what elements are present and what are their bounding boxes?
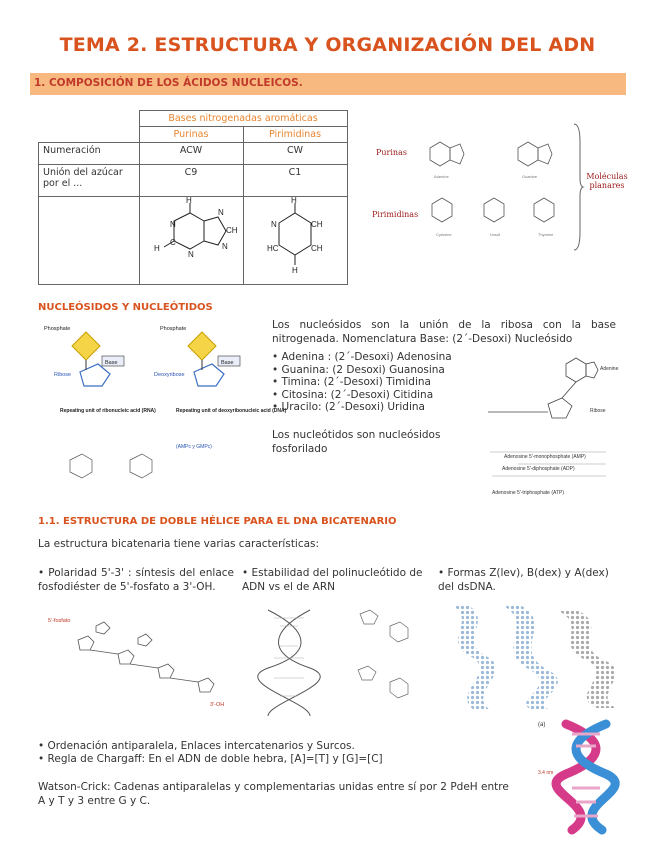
svg-text:H: H xyxy=(186,196,192,205)
page-title: TEMA 2. ESTRUCTURA Y ORGANIZACIÓN DEL ADN xyxy=(59,34,596,56)
svg-text:N: N xyxy=(222,242,228,251)
phosphate-label-dna: Phosphate xyxy=(160,326,187,332)
pirimidinas-label: Pirimidinas xyxy=(372,210,419,219)
nucleosidos-list xyxy=(272,351,472,414)
purine-structure-cell xyxy=(139,197,243,285)
camp-label: (AMPc y GMPc) xyxy=(176,444,212,450)
svg-text:H: H xyxy=(292,266,298,275)
phosphate-label: Phosphate xyxy=(44,326,71,332)
list-item: • Uracilo: (2´-Desoxi) Uridina xyxy=(272,401,472,414)
bases-structures-icon xyxy=(422,122,582,252)
bases-side-figure xyxy=(372,118,632,258)
bases-table xyxy=(38,110,348,285)
table-group-header: Bases nitrogenadas aromáticas xyxy=(139,111,347,127)
dna-forms-icon xyxy=(440,600,630,712)
list-item: • Timina: (2´-Desoxi) Timidina xyxy=(272,376,472,389)
table-cell: CW xyxy=(243,143,347,165)
atp-figure xyxy=(478,352,628,502)
svg-text:Uracil: Uracil xyxy=(490,232,501,237)
section-heading-bar xyxy=(30,73,626,95)
svg-text:CH: CH xyxy=(311,220,323,229)
planares-label: Moléculas planares xyxy=(586,172,628,190)
table-row-label: Unión del azúcar por el ... xyxy=(39,165,140,197)
deoxyribose-label: Deoxyribose xyxy=(154,372,185,378)
svg-text:Guanine: Guanine xyxy=(522,174,538,179)
polynucleotide-chain-icon xyxy=(38,610,238,710)
svg-text:HC: HC xyxy=(267,244,279,253)
purinas-label: Purinas xyxy=(376,148,407,157)
polarity-text: • Polaridad 5'-3' : síntesis del enlace fosfodiéster de 5'-fosfato a 3'-OH. xyxy=(38,567,234,593)
double-helix-icon xyxy=(536,718,618,836)
watson-crick-text: Watson-Crick: Cadenas antiparalelas y complementarias unidas entre sí por 2 PdeH entre A y T y 3 entre G y C. xyxy=(38,781,509,807)
bottom-bullets xyxy=(38,740,498,765)
section11-heading: 1.1. ESTRUCTURA DE DOBLE HÉLICE PARA EL DNA BICATENARIO xyxy=(38,516,397,527)
svg-text:N: N xyxy=(271,220,277,229)
pyrimidine-structure-icon xyxy=(255,196,335,279)
nucleotide-units-icon xyxy=(30,320,287,500)
svg-text:Cytosine: Cytosine xyxy=(436,232,452,237)
list-item: • Ordenación antiparalela, Enlaces intercatenarios y Surcos. xyxy=(38,740,498,753)
svg-text:N: N xyxy=(170,220,176,229)
table-cell: ACW xyxy=(139,143,243,165)
brace-icon xyxy=(572,122,584,252)
list-item: • Adenina : (2´-Desoxi) Adenosina xyxy=(272,351,472,364)
atp-structure-icon xyxy=(478,352,628,502)
dna-helix-diagram-icon xyxy=(250,606,430,718)
adenine-label: Adenine xyxy=(600,366,619,372)
forms-text: • Formas Z(lev), B(dex) y A(dex) del dsDNA. xyxy=(438,567,609,593)
nucleotidos-outro: Los nucleótidos son nucleósidos fosforilado xyxy=(272,429,441,455)
section11-intro: La estructura bicatenaria tiene varias características: xyxy=(38,538,320,550)
stability-text-body: Estabilidad del polinucleótido de ADN vs el de ARN xyxy=(242,567,423,593)
svg-text:Thymine: Thymine xyxy=(538,232,554,237)
table-row-label: Numeración xyxy=(39,143,140,165)
dna-forms-figure xyxy=(440,600,630,712)
colored-helix-figure xyxy=(536,718,618,836)
list-item: • Guanina: (2 Desoxi) Guanosina xyxy=(272,364,472,377)
nucleotide-figure xyxy=(30,320,287,500)
base-label-dna: Base xyxy=(221,360,234,366)
stability-figure xyxy=(250,606,430,718)
svg-text:CH: CH xyxy=(226,226,238,235)
section-heading: 1. COMPOSICIÓN DE LOS ÁCIDOS NUCLEICOS. xyxy=(34,77,303,89)
atp-label: Adenosine 5'-triphosphate (ATP) xyxy=(492,490,565,496)
svg-text:N: N xyxy=(218,208,224,217)
polarity-figure xyxy=(38,610,238,710)
svg-text:H: H xyxy=(291,196,297,205)
svg-text:C: C xyxy=(170,238,176,247)
helix-dimension: 3.4 nm xyxy=(538,770,554,776)
nucleosidos-heading: NUCLEÓSIDOS Y NUCLEÓTIDOS xyxy=(38,302,213,313)
forms-text-body: Formas Z(lev), B(dex) y A(dex) del dsDNA. xyxy=(438,567,609,593)
purine-structure-icon xyxy=(146,196,238,279)
table-cell: C1 xyxy=(243,165,347,197)
base-label: Base xyxy=(105,360,118,366)
table-cell: C9 xyxy=(139,165,243,197)
nucleosidos-intro: Los nucleósidos son la unión de la ribosa con la base nitrogenada. Nomenclatura Base: (2´-Desoxi) Nucleósido xyxy=(272,319,616,345)
polarity-text-body: Polaridad 5'-3' : síntesis del enlace fosfodiéster de 5'-fosfato a 3'-OH. xyxy=(38,567,234,593)
amp-label: Adenosine 5'-monophosphate (AMP) xyxy=(504,454,586,460)
dna-unit-label: Repeating unit of deoxyribonucleic acid (DNA) xyxy=(176,408,287,414)
helix-label: (a) xyxy=(538,722,546,728)
table-col-pirimidinas: Pirimidinas xyxy=(243,127,347,143)
svg-text:H: H xyxy=(154,244,160,253)
svg-text:N: N xyxy=(188,250,194,259)
pyrimidine-structure-cell xyxy=(243,197,347,285)
svg-text:CH: CH xyxy=(311,244,323,253)
stability-text: • Estabilidad del polinucleótido de ADN vs el de ARN xyxy=(242,567,423,593)
svg-text:Adenine: Adenine xyxy=(434,174,449,179)
five-prime-label: 5'-fosfato xyxy=(48,618,71,624)
table-col-purinas: Purinas xyxy=(139,127,243,143)
three-oh-label: 3'-OH xyxy=(210,702,225,708)
rna-unit-label: Repeating unit of ribonucleic acid (RNA) xyxy=(60,408,156,414)
list-item: • Citosina: (2´-Desoxi) Citidina xyxy=(272,389,472,402)
list-item: • Regla de Chargaff: En el ADN de doble hebra, [A]=[T] y [G]=[C] xyxy=(38,753,498,766)
adp-label: Adenosine 5'-diphosphate (ADP) xyxy=(502,466,575,472)
ribose-label: Ribose xyxy=(54,372,72,378)
ribose-right-label: Ribose xyxy=(590,408,606,414)
